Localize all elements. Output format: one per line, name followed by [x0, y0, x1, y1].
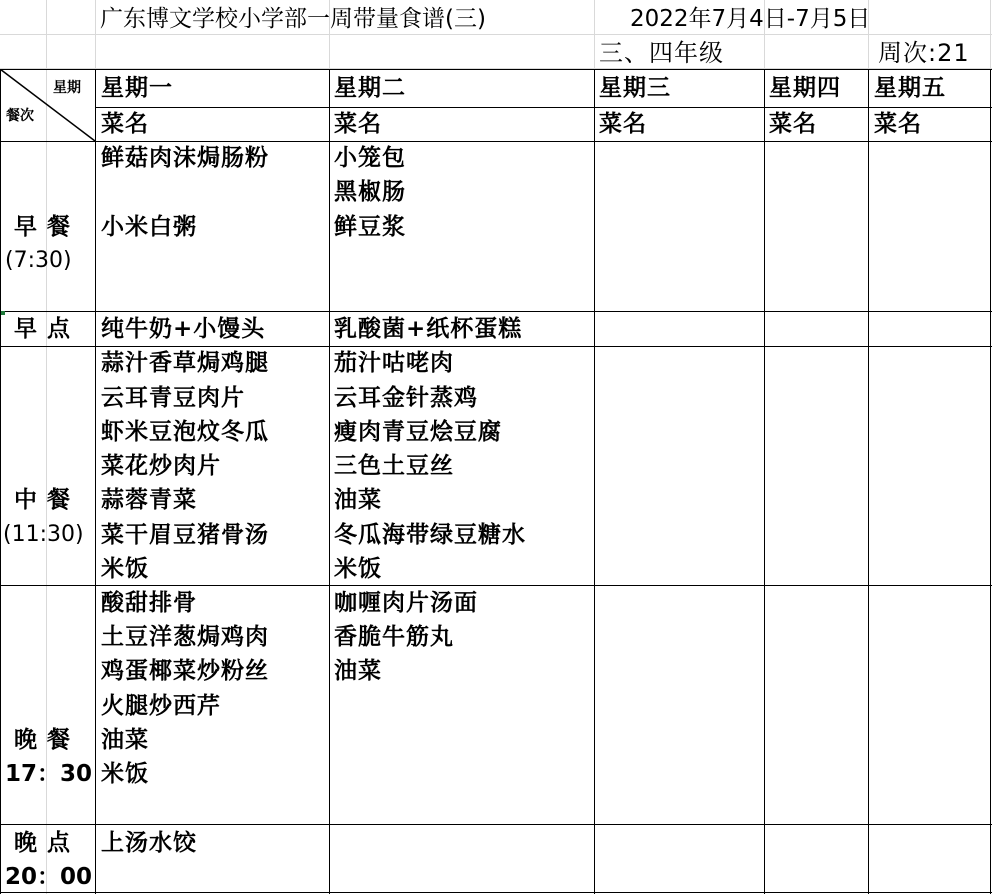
meal-label-breakfast: 早 餐	[14, 214, 72, 240]
meal-time-dinner: 17：30	[5, 761, 93, 787]
dish-morning-snack-tue: 乳酸菌+纸杯蛋糕	[334, 316, 523, 342]
day-header-thu: 星期四	[769, 75, 841, 101]
dish-dinner-tue-3: 油菜	[334, 658, 382, 684]
dish-lunch-tue-2: 云耳金针蒸鸡	[334, 385, 478, 411]
week-number: 周次:21	[878, 39, 970, 67]
meal-label-morning-snack: 早 点	[14, 316, 72, 342]
dish-dinner-tue-1: 咖喱肉片汤面	[334, 590, 478, 616]
dish-breakfast-tue-3: 鲜豆浆	[334, 214, 406, 240]
day-header-fri: 星期五	[874, 75, 946, 101]
date-range: 2022年7月4日-7月5日	[630, 6, 871, 32]
dish-header-mon: 菜名	[101, 111, 149, 137]
dish-header-fri: 菜名	[874, 111, 922, 137]
dish-dinner-tue-2: 香脆牛筋丸	[334, 624, 454, 650]
meal-label-lunch: 中 餐	[14, 487, 72, 513]
dish-dinner-mon-3: 鸡蛋椰菜炒粉丝	[101, 658, 269, 684]
day-header-mon: 星期一	[101, 75, 173, 101]
day-header-wed: 星期三	[599, 75, 671, 101]
corner-meal-label: 餐次	[6, 108, 34, 124]
dish-lunch-mon-7: 米饭	[101, 556, 149, 582]
dish-breakfast-tue-1: 小笼包	[334, 145, 406, 171]
dish-lunch-tue-6: 冬瓜海带绿豆糖水	[334, 522, 526, 548]
dish-lunch-mon-1: 蒜汁香草焗鸡腿	[101, 350, 269, 376]
dish-lunch-mon-3: 虾米豆泡炆冬瓜	[101, 419, 269, 445]
dish-lunch-mon-6: 菜干眉豆猪骨汤	[101, 522, 269, 548]
dish-breakfast-tue-2: 黑椒肠	[334, 179, 406, 205]
dish-lunch-tue-5: 油菜	[334, 487, 382, 513]
dish-lunch-tue-3: 瘦肉青豆烩豆腐	[334, 419, 502, 445]
meal-time-night-snack: 20：00	[5, 864, 93, 890]
corner-weekday-label: 星期	[53, 80, 81, 96]
dish-breakfast-mon-1: 鲜菇肉沫焗肠粉	[101, 145, 269, 171]
dish-lunch-mon-5: 蒜蓉青菜	[101, 487, 197, 513]
meal-label-night-snack: 晚 点	[14, 830, 72, 856]
meal-label-dinner: 晚 餐	[14, 727, 72, 753]
meal-time-lunch: (11:30)	[3, 522, 84, 547]
dish-lunch-mon-4: 菜花炒肉片	[101, 453, 221, 479]
dish-lunch-tue-1: 茄汁咕咾肉	[334, 350, 454, 376]
page-title: 广东博文学校小学部一周带量食谱(三)	[100, 6, 486, 32]
dish-dinner-mon-5: 油菜	[101, 727, 149, 753]
dish-breakfast-mon-3: 小米白粥	[101, 214, 197, 240]
dish-lunch-tue-4: 三色土豆丝	[334, 453, 454, 479]
dish-header-thu: 菜名	[769, 111, 817, 137]
dish-lunch-tue-7: 米饭	[334, 556, 382, 582]
dish-dinner-mon-4: 火腿炒西芹	[101, 693, 221, 719]
dish-header-tue: 菜名	[334, 111, 382, 137]
dish-dinner-mon-6: 米饭	[101, 761, 149, 787]
dish-dinner-mon-1: 酸甜排骨	[101, 590, 197, 616]
dish-night-snack-mon: 上汤水饺	[101, 830, 197, 856]
dish-header-wed: 菜名	[599, 111, 647, 137]
dish-dinner-mon-2: 土豆洋葱焗鸡肉	[101, 624, 269, 650]
dish-morning-snack-mon: 纯牛奶+小馒头	[101, 316, 266, 342]
grade-label: 三、四年级	[599, 39, 724, 67]
meal-time-breakfast: (7:30)	[5, 248, 72, 273]
cell-marker	[1, 311, 5, 315]
dish-lunch-mon-2: 云耳青豆肉片	[101, 385, 245, 411]
day-header-tue: 星期二	[334, 75, 406, 101]
